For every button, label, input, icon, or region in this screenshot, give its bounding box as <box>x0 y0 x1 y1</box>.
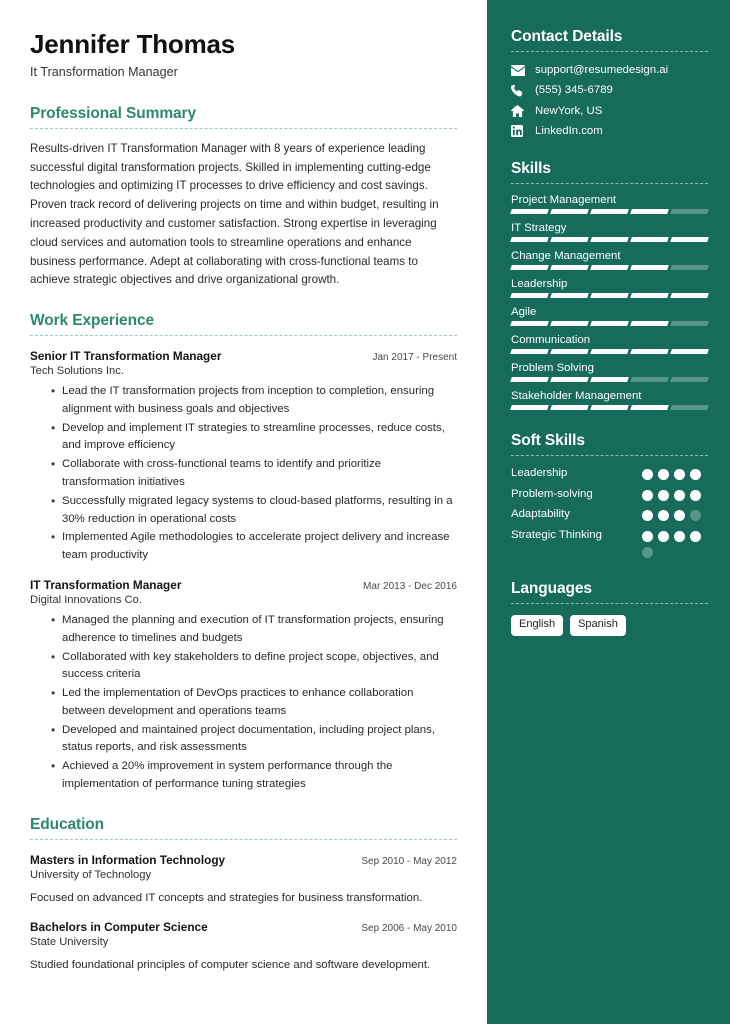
contact-value: LinkedIn.com <box>535 124 603 137</box>
skill-segment <box>630 405 669 410</box>
professional-summary-text: Results-driven IT Transformation Manager with 8 years of experience leading successful digital transformation projects. Skilled in implementing cutting-edge technologies and optimizing IT processes to drive efficiency and cost savings. Proven track record of delivering projects on time and within budget, resulting in increased productivity and customer satisfaction. Strong expertise in leveraging cloud services and automation tools to streamline operations and enhance business performance. Adept at collaborating with cross-functional teams to achieve strategic objectives and drive organizational growth. <box>30 141 439 287</box>
soft-skills-list <box>511 466 708 558</box>
job-bullet: • Develop and implement IT strategies to streamline processes, reduce costs, and improve efficiency <box>51 420 457 456</box>
soft-skill-item <box>511 507 708 523</box>
section-divider <box>30 335 457 336</box>
skill-name: IT Strategy <box>511 222 567 234</box>
skill-item <box>511 278 708 298</box>
skill-segment <box>550 209 589 214</box>
job-bullet: • Implemented Agile methodologies to accelerate project delivery and increase team productivity <box>51 529 457 565</box>
rating-dot <box>642 490 653 501</box>
rating-dot <box>642 510 653 521</box>
skill-segment <box>670 377 709 382</box>
rating-dot <box>642 531 653 542</box>
soft-skill-item <box>511 487 708 503</box>
skill-segment <box>630 237 669 242</box>
skill-name: Agile <box>511 306 537 318</box>
soft-skill-name: Problem-solving <box>511 487 593 500</box>
skill-name: Change Management <box>511 250 621 262</box>
job-bullet: • Successfully migrated legacy systems to cloud-based platforms, resulting in a 30% reduction in operational costs <box>51 493 457 529</box>
languages-section <box>511 580 708 636</box>
education-date-range: Sep 2006 - May 2010 <box>361 923 457 935</box>
education-entry <box>30 920 457 974</box>
languages-heading: Languages <box>511 580 592 598</box>
skill-name: Stakeholder Management <box>511 390 642 402</box>
job-bullet: • Achieved a 20% improvement in system performance through the implementation of performance tuning strategies <box>51 758 457 794</box>
skill-level-bar <box>511 265 708 270</box>
soft-skills-section <box>511 432 708 558</box>
sidebar-divider <box>511 455 708 456</box>
soft-skill-rating <box>642 487 708 501</box>
skill-item <box>511 334 708 354</box>
skill-name: Project Management <box>511 194 617 206</box>
skills-list <box>511 194 708 410</box>
job-bullet: • Led the implementation of DevOps practices to enhance collaboration between development and operations teams <box>51 685 457 721</box>
job-date-range: Mar 2013 - Dec 2016 <box>363 580 457 592</box>
skill-segment <box>590 237 629 242</box>
skills-heading: Skills <box>511 160 551 177</box>
skill-level-bar <box>511 405 708 410</box>
education-list <box>30 853 457 975</box>
skill-segment <box>590 209 629 214</box>
rating-dot <box>690 531 701 542</box>
contact-details-heading: Contact Details <box>511 28 623 45</box>
skill-segment <box>510 349 549 354</box>
skill-level-bar <box>511 321 708 326</box>
skill-level-bar <box>511 377 708 382</box>
language-chip: English <box>511 615 563 636</box>
sidebar-divider <box>511 51 708 52</box>
contact-item[interactable] <box>511 63 708 77</box>
rating-dot <box>674 490 685 501</box>
soft-skill-item <box>511 528 708 558</box>
skill-segment <box>510 377 549 382</box>
school-name: University of Technology <box>30 868 152 881</box>
skill-item <box>511 362 708 382</box>
skills-section <box>511 160 708 410</box>
skill-item <box>511 390 708 410</box>
skill-level-bar <box>511 209 708 214</box>
section-divider <box>30 839 457 840</box>
skill-segment <box>670 405 709 410</box>
contact-item[interactable] <box>511 104 708 118</box>
skill-item <box>511 306 708 326</box>
skill-segment <box>550 321 589 326</box>
skill-segment <box>550 377 589 382</box>
contact-item[interactable] <box>511 83 708 97</box>
skill-segment <box>590 349 629 354</box>
skill-segment <box>670 321 709 326</box>
education-heading: Education <box>30 815 105 833</box>
linkedin-icon <box>511 124 528 138</box>
job-date-range: Jan 2017 - Present <box>372 352 457 364</box>
professional-summary-heading: Professional Summary <box>30 104 196 122</box>
skill-segment <box>510 265 549 270</box>
school-name: State University <box>30 936 109 949</box>
skill-segment <box>550 265 589 270</box>
skill-segment <box>590 321 629 326</box>
skill-segment <box>670 265 709 270</box>
skill-segment <box>510 321 549 326</box>
soft-skill-rating <box>642 466 708 480</box>
skill-level-bar <box>511 293 708 298</box>
language-chip: Spanish <box>570 615 626 636</box>
rating-dot <box>690 469 701 480</box>
contact-item[interactable] <box>511 124 708 138</box>
rating-dot <box>658 510 669 521</box>
rating-dot <box>674 469 685 480</box>
education-section <box>30 816 457 975</box>
job-bullet-list <box>30 383 457 565</box>
skill-segment <box>510 209 549 214</box>
contact-value: (555) 345-6789 <box>535 84 613 97</box>
entry-title-row <box>30 349 457 363</box>
skill-segment <box>670 209 709 214</box>
phone-icon <box>511 83 528 97</box>
skill-segment <box>590 405 629 410</box>
soft-skill-name: Adaptability <box>511 508 570 521</box>
degree-title: Bachelors in Computer Science <box>30 920 208 935</box>
skill-level-bar <box>511 349 708 354</box>
candidate-name: Jennifer Thomas <box>30 29 236 59</box>
skill-segment <box>510 237 549 242</box>
rating-dot <box>658 469 669 480</box>
entry-title-row <box>30 578 457 592</box>
soft-skill-name: Leadership <box>511 467 568 479</box>
skill-segment <box>630 349 669 354</box>
home-icon <box>511 104 528 118</box>
company-name: Digital Innovations Co. <box>30 593 142 606</box>
skill-name: Problem Solving <box>511 362 594 374</box>
contact-value: NewYork, US <box>535 104 603 117</box>
sidebar-divider <box>511 603 708 604</box>
skill-item <box>511 250 708 270</box>
professional-summary-section <box>30 105 457 290</box>
envelope-icon <box>511 63 528 77</box>
work-experience-heading: Work Experience <box>30 312 154 330</box>
skill-segment <box>550 237 589 242</box>
job-bullet-list <box>30 612 457 794</box>
entry-title-row <box>30 920 457 934</box>
candidate-job-title: It Transformation Manager <box>30 64 178 79</box>
skill-segment <box>670 293 709 298</box>
skill-segment <box>630 209 669 214</box>
skill-item <box>511 222 708 242</box>
soft-skill-rating <box>642 528 708 558</box>
soft-skill-rating <box>642 507 708 521</box>
rating-dot <box>642 547 653 558</box>
company-name: Tech Solutions Inc. <box>30 365 124 378</box>
skill-segment <box>550 293 589 298</box>
education-description: Studied foundational principles of computer science and software development. <box>30 959 431 972</box>
rating-dot <box>690 490 701 501</box>
contact-details-section <box>511 28 708 138</box>
contact-list <box>511 63 708 138</box>
rating-dot <box>658 490 669 501</box>
skill-segment <box>590 377 629 382</box>
work-experience-entry <box>30 349 457 565</box>
job-title: Senior IT Transformation Manager <box>30 349 222 364</box>
soft-skill-name: Strategic Thinking <box>511 529 602 542</box>
contact-value: support@resumedesign.ai <box>535 64 669 76</box>
skill-name: Communication <box>511 334 591 346</box>
skill-segment <box>630 321 669 326</box>
work-experience-list <box>30 349 457 794</box>
skill-level-bar <box>511 237 708 242</box>
degree-title: Masters in Information Technology <box>30 852 226 867</box>
languages-list <box>511 615 708 636</box>
skill-segment <box>630 293 669 298</box>
skill-segment <box>670 349 709 354</box>
skill-segment <box>630 265 669 270</box>
sidebar <box>487 0 730 1024</box>
work-experience-entry <box>30 578 457 794</box>
job-title: IT Transformation Manager <box>30 577 182 592</box>
header-block <box>30 30 457 79</box>
rating-dot <box>690 510 701 521</box>
job-bullet: • Lead the IT transformation projects from inception to completion, ensuring alignment with business goals and objectives <box>51 383 457 419</box>
skill-segment <box>590 293 629 298</box>
skill-name: Leadership <box>511 278 568 290</box>
rating-dot <box>674 531 685 542</box>
work-experience-section <box>30 312 457 794</box>
sidebar-divider <box>511 183 708 184</box>
skill-segment <box>510 405 549 410</box>
skill-segment <box>550 405 589 410</box>
education-description: Focused on advanced IT concepts and strategies for business transformation. <box>30 891 423 904</box>
job-bullet: • Collaborate with cross-functional teams to identify and prioritize transformation initiatives <box>51 456 457 492</box>
rating-dot <box>642 469 653 480</box>
rating-dot <box>674 510 685 521</box>
skill-segment <box>590 265 629 270</box>
education-date-range: Sep 2010 - May 2012 <box>361 855 457 867</box>
education-entry <box>30 853 457 907</box>
skill-segment <box>630 377 669 382</box>
job-bullet: • Developed and maintained project documentation, including project plans, status reports, and risk assessments <box>51 722 457 758</box>
skill-item <box>511 194 708 214</box>
skill-segment <box>510 293 549 298</box>
entry-title-row <box>30 853 457 867</box>
skill-segment <box>550 349 589 354</box>
soft-skill-item <box>511 466 708 482</box>
skill-segment <box>670 237 709 242</box>
section-divider <box>30 128 457 129</box>
rating-dot <box>658 531 669 542</box>
job-bullet: • Managed the planning and execution of IT transformation projects, ensuring adherence to timelines and budgets <box>51 612 457 648</box>
job-bullet: • Collaborated with key stakeholders to define project scope, objectives, and success criteria <box>51 649 457 685</box>
soft-skills-heading: Soft Skills <box>511 432 585 449</box>
